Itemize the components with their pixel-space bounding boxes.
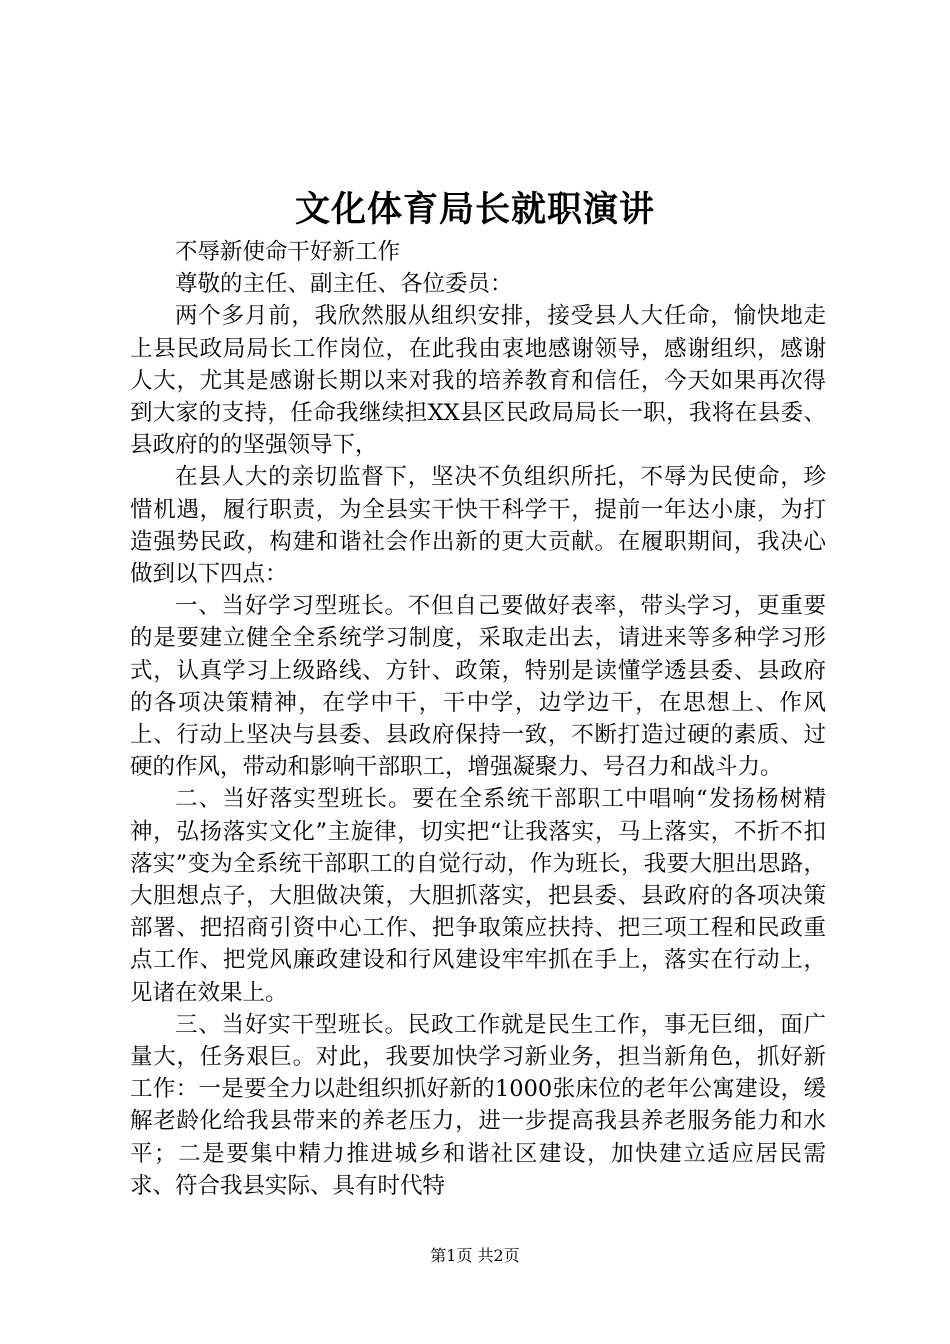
document-body: [130, 236, 826, 1202]
subtitle-line: 不辱新使命干好新工作: [175, 239, 401, 265]
document-title: 文化体育局长就职演讲: [294, 189, 655, 230]
paragraph: 三、当好实干型班长。民政工作就是民生工作，事无巨细，面广量大，任务艰巨。对此，我要加快学习新业务，担当新角色，抓好新工作：一是要全力以赴组织抓好新的1000张床位的老年公寓建设，缓解老龄化给我县带来的养老压力，进一步提高我县养老服务能力和水平；二是要集中精力推进城乡和谐社区建设，加快建立适应居民需求、符合我县实际、具有时代特: [130, 1011, 826, 1199]
page-footer: 第1页 共2页: [430, 1246, 520, 1265]
paragraph: 二、当好落实型班长。要在全系统干部职工中唱响“发扬杨树精神，弘扬落实文化”主旋律，切实把“让我落实，马上落实，不折不扣落实”变为全系统干部职工的自觉行动，作为班长，我要大胆出思路，大胆想点子，大胆做决策，大胆抓落实，把县委、县政府的各项决策部署、把招商引资中心工作、把争取策应扶持、把三项工程和民政重点工作、把党风廉政建设和行风建设牢牢抓在手上，落实在行动上，见诸在效果上。: [130, 786, 826, 1006]
salutation: 尊敬的主任、副主任、各位委员：: [175, 271, 513, 298]
paragraph: 在县人大的亲切监督下，坚决不负组织所托，不辱为民使命，珍惜机遇，履行职责，为全县实干快干科学干，提前一年达小康，为打造强势民政，构建和谐社会作出新的更大贡献。在履职期间，我决心做到以下四点：: [130, 464, 826, 588]
paragraph: 两个多月前，我欣然服从组织安排，接受县人大任命，愉快地走上县民政局局长工作岗位，在此我由衷地感谢领导，感谢组织，感谢人大，尤其是感谢长期以来对我的培养教育和信任，今天如果再次得到大家的支持，任命我继续担XX县区民政局局长一职，我将在县委、县政府的的坚强领导下，: [130, 303, 826, 459]
paragraph: 一、当好学习型班长。不但自己要做好表率，带头学习，更重要的是要建立健全全系统学习制度，采取走出去，请进来等多种学习形式，认真学习上级路线、方针、政策，特别是读懂学透县委、县政府的各项决策精神，在学中干，干中学，边学边干，在思想上、作风上、行动上坚决与县委、县政府保持一致，不断打造过硬的素质、过硬的作风，带动和影响干部职工，增强凝聚力、号召力和战斗力。: [130, 593, 826, 781]
